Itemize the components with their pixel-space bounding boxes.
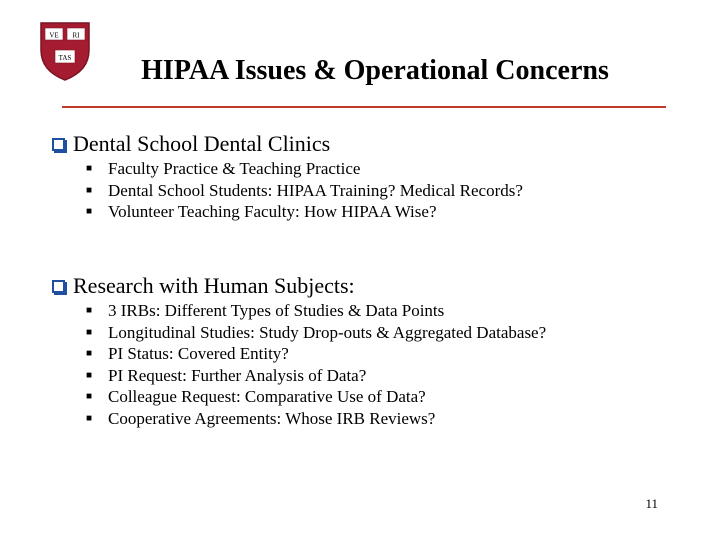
square-bullet-icon: ■ xyxy=(86,412,93,424)
square-bullet-icon: ■ xyxy=(86,184,93,196)
list-item xyxy=(86,158,523,180)
square-bullet-icon: ■ xyxy=(86,369,93,381)
list-item xyxy=(86,365,546,387)
list-item xyxy=(86,408,546,430)
list-item xyxy=(86,386,546,408)
box-bullet-icon xyxy=(52,280,65,293)
title-divider xyxy=(62,106,666,108)
square-bullet-icon: ■ xyxy=(86,163,93,174)
list-item-text: Colleague Request: Comparative Use of Data? xyxy=(108,387,426,406)
list-item xyxy=(86,180,523,202)
list-item xyxy=(86,343,546,365)
slide-title: HIPAA Issues & Operational Concerns xyxy=(141,55,609,86)
section-title: Dental School Dental Clinics xyxy=(73,131,331,156)
section-item-list xyxy=(52,300,546,429)
square-bullet-icon: ■ xyxy=(86,305,93,316)
section-research-human-subjects xyxy=(52,272,546,429)
list-item-text: PI Status: Covered Entity? xyxy=(108,344,289,363)
square-bullet-icon: ■ xyxy=(86,326,93,338)
list-item xyxy=(86,322,546,344)
box-bullet-icon xyxy=(52,138,65,151)
list-item-text: Volunteer Teaching Faculty: How HIPAA Wise? xyxy=(108,202,437,221)
list-item-text: Faculty Practice & Teaching Practice xyxy=(108,159,361,178)
shield-text-tas: TAS xyxy=(58,54,72,62)
section-title: Research with Human Subjects: xyxy=(73,273,355,298)
square-bullet-icon: ■ xyxy=(86,391,93,402)
section-heading xyxy=(52,130,523,158)
page-number: 11 xyxy=(645,496,658,511)
list-item-text: PI Request: Further Analysis of Data? xyxy=(108,365,367,385)
square-bullet-icon: ■ xyxy=(86,206,93,217)
list-item-text: Cooperative Agreements: Whose IRB Reviews? xyxy=(108,408,436,428)
list-item-text: Dental School Students: HIPAA Training? Medical Records? xyxy=(108,180,523,200)
list-item xyxy=(86,201,523,223)
list-item xyxy=(86,300,546,322)
list-item-text: Longitudinal Studies: Study Drop-outs & Aggregated Database? xyxy=(108,322,547,342)
section-dental-clinics xyxy=(52,130,523,223)
shield-text-ri: RI xyxy=(72,31,80,40)
list-item-text: 3 IRBs: Different Types of Studies & Data Points xyxy=(108,301,445,320)
section-heading xyxy=(52,272,546,300)
shield-text-ve: VE xyxy=(49,31,59,40)
section-item-list xyxy=(52,158,523,223)
square-bullet-icon: ■ xyxy=(86,348,93,359)
